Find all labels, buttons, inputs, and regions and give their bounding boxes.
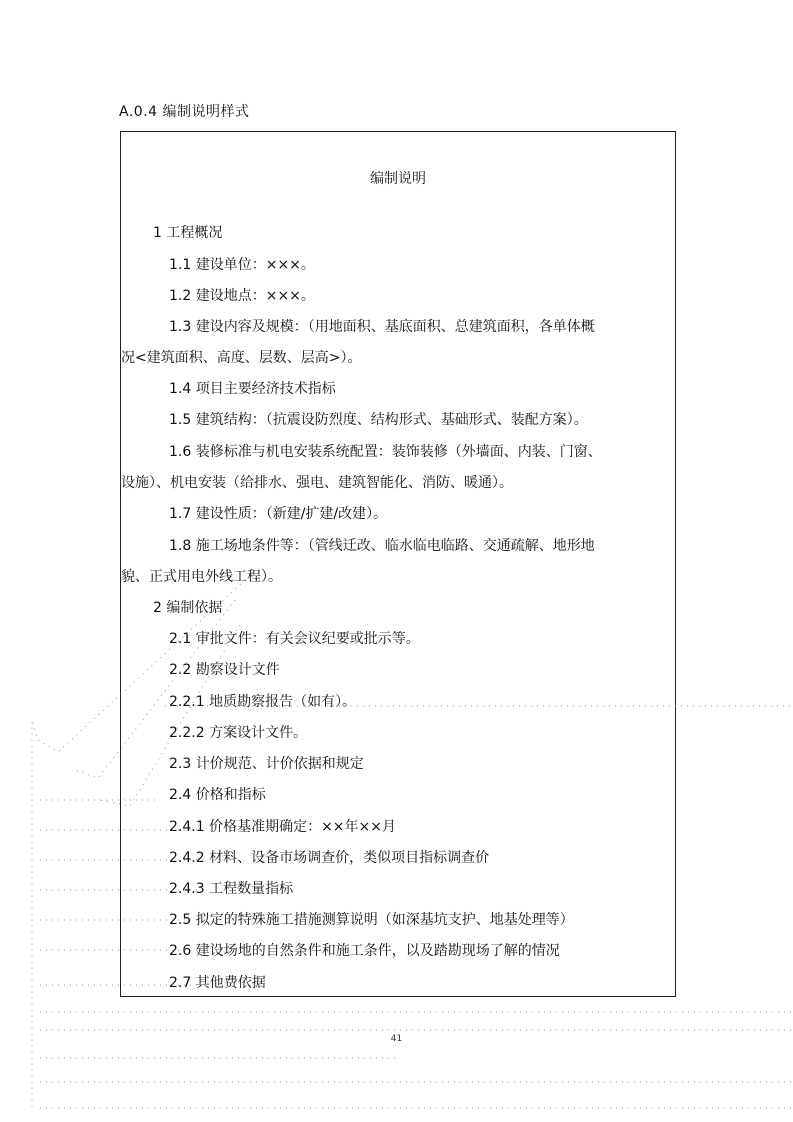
line-1: 1 工程概况 — [153, 225, 223, 241]
line-1-2: 1.2 建设地点：×××。 — [169, 288, 315, 304]
line-2-6: 2.6 建设场地的自然条件和施工条件，以及踏勘现场了解的情况 — [169, 943, 560, 959]
line-2-4-2: 2.4.2 材料、设备市场调查价，类似项目指标调查价 — [169, 850, 490, 866]
page-number: 41 — [390, 1034, 403, 1044]
line-2-7: 2.7 其他费依据 — [169, 975, 266, 991]
line-2-3: 2.3 计价规范、计价依据和规定 — [169, 756, 364, 772]
line-2-1: 2.1 审批文件：有关会议纪要或批示等。 — [169, 631, 420, 647]
section-heading: A.0.4 编制说明样式 — [119, 104, 250, 120]
line-1-8-cont: 貌、正式用电外线工程）。 — [121, 569, 282, 585]
line-1-7: 1.7 建设性质：（新建/扩建/改建）。 — [169, 506, 388, 522]
line-2-4-1: 2.4.1 价格基准期确定：××年××月 — [169, 819, 396, 835]
line-1-1: 1.1 建设单位：×××。 — [169, 257, 315, 273]
line-1-4: 1.4 项目主要经济技术指标 — [169, 381, 336, 397]
line-1-6-cont: 设施）、机电安装（给排水、强电、建筑智能化、消防、暖通）。 — [121, 475, 513, 491]
line-2-5: 2.5 拟定的特殊施工措施测算说明（如深基坑支护、地基处理等） — [169, 912, 574, 928]
line-1-3-cont: 况<建筑面积、高度、层数、层高>）。 — [121, 350, 362, 366]
content-frame — [120, 131, 676, 997]
line-2: 2 编制依据 — [153, 600, 223, 616]
line-1-6: 1.6 装修标准与机电安装系统配置：装饰装修（外墙面、内装、门窗、 — [169, 444, 602, 460]
line-1-3: 1.3 建设内容及规模：（用地面积、基底面积、总建筑面积，各单体概 — [169, 319, 595, 335]
line-2-2-2: 2.2.2 方案设计文件。 — [169, 725, 308, 741]
line-1-8: 1.8 施工场地条件等：（管线迁改、临水临电临路、交通疏解、地形地 — [169, 538, 595, 554]
line-2-2-1: 2.2.1 地质勘察报告（如有）。 — [169, 694, 357, 710]
line-1-5: 1.5 建筑结构：（抗震设防烈度、结构形式、基础形式、装配方案）。 — [169, 412, 588, 428]
line-2-2: 2.2 勘察设计文件 — [169, 662, 280, 678]
line-2-4-3: 2.4.3 工程数量指标 — [169, 881, 294, 897]
line-2-4: 2.4 价格和指标 — [169, 787, 266, 803]
box-title: 编制说明 — [370, 171, 426, 187]
